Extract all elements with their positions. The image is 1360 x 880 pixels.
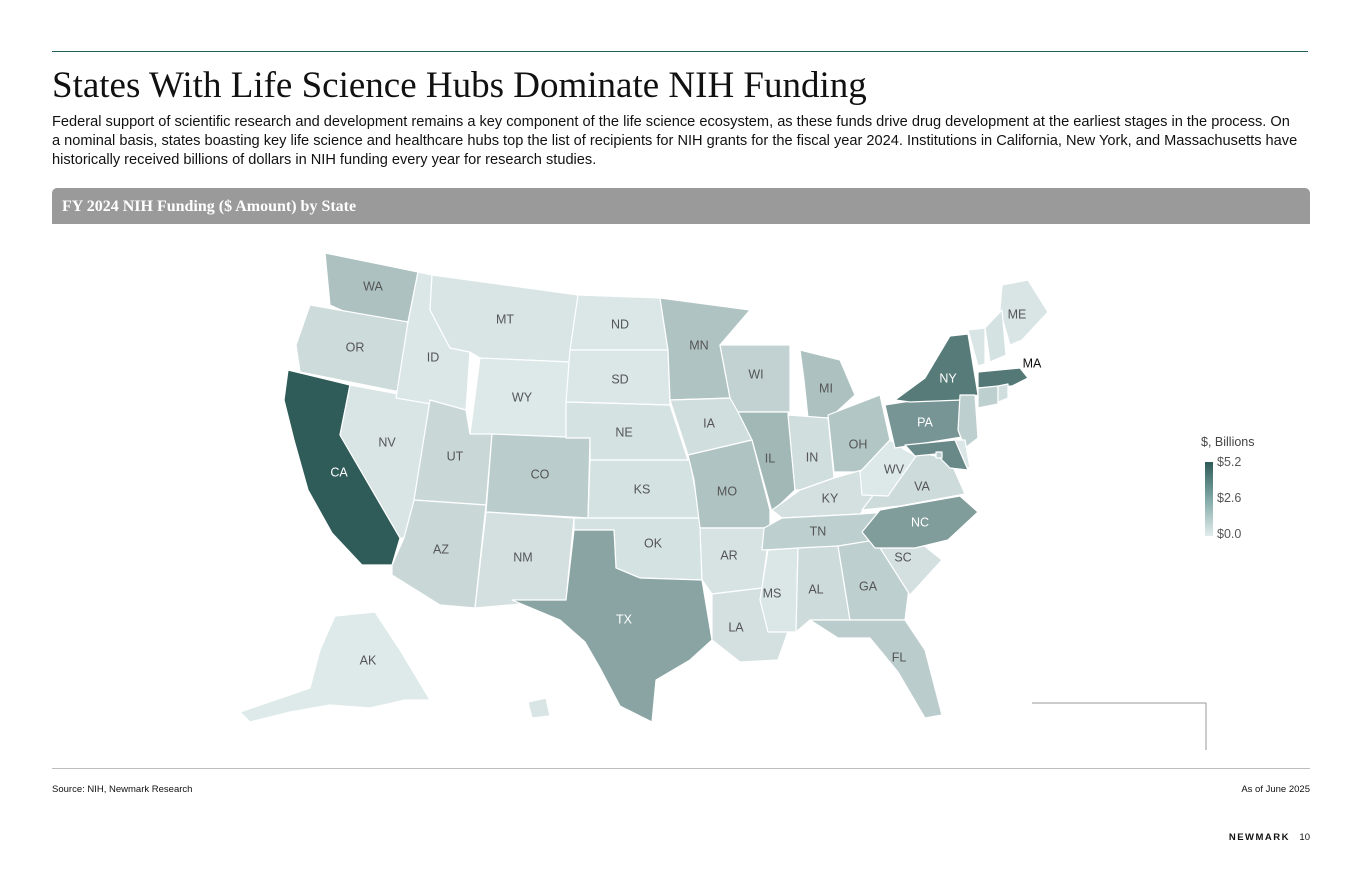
state-label-ky: KY xyxy=(821,491,839,506)
state-nh xyxy=(985,310,1006,362)
state-label-mi: MI xyxy=(819,381,833,396)
state-label-nc: NC xyxy=(910,515,930,530)
state-label-co: CO xyxy=(530,467,550,482)
state-label-ne: NE xyxy=(615,425,633,440)
legend-title: $, Billions xyxy=(1201,435,1255,449)
state-label-ak: AK xyxy=(359,653,377,668)
intro-paragraph: Federal support of scientific research and development remains a key component of the life science ecosystem, as these funds drive drug development at the earliest stages in the process. On a nominal basis, states boasting key life science and healthcare hubs top the list of recipients for NIH grants for the fiscal year 2024. Institutions in California, New York, and Massachusetts have historically received billions of dollars in NIH funding every year for research studies. xyxy=(52,114,1298,168)
state-label-in: IN xyxy=(805,450,819,465)
legend-mid-label: $2.6 xyxy=(1217,491,1242,505)
state-label-ca: CA xyxy=(330,465,348,480)
state-label-mt: MT xyxy=(495,312,515,327)
state-label-nv: NV xyxy=(378,435,396,450)
state-label-ks: KS xyxy=(633,482,651,497)
page-number: 10 xyxy=(1299,832,1310,843)
state-label-nm: NM xyxy=(513,550,533,565)
state-ak xyxy=(240,612,430,722)
state-ny xyxy=(895,334,978,402)
legend-min-label: $0.0 xyxy=(1217,527,1242,541)
state-label-wy: WY xyxy=(511,390,533,405)
state-label-wv: WV xyxy=(883,462,905,477)
state-label-sc: SC xyxy=(894,550,912,565)
state-label-ga: GA xyxy=(858,579,878,594)
inset-callout-line xyxy=(1032,703,1206,750)
bottom-rule xyxy=(52,768,1310,769)
state-label-ut: UT xyxy=(446,449,464,464)
state-label-ma: MA xyxy=(1022,356,1042,371)
state-label-nd: ND xyxy=(610,317,630,332)
state-label-ok: OK xyxy=(643,536,663,551)
state-label-az: AZ xyxy=(433,542,449,557)
state-label-va: VA xyxy=(914,479,930,494)
state-label-sd: SD xyxy=(611,372,629,387)
state-label-ms: MS xyxy=(762,586,782,601)
state-label-me: ME xyxy=(1007,307,1027,322)
map-panel-title: FY 2024 NIH Funding ($ Amount) by State xyxy=(62,198,357,215)
state-label-or: OR xyxy=(345,340,365,355)
page-title: States With Life Science Hubs Dominate NIH Funding xyxy=(52,65,867,106)
state-label-tx: TX xyxy=(616,612,632,627)
state-label-id: ID xyxy=(426,350,440,365)
state-ri xyxy=(998,384,1008,402)
state-label-la: LA xyxy=(728,620,744,635)
legend-color-ramp xyxy=(1205,462,1213,536)
state-label-mn: MN xyxy=(689,338,709,353)
state-label-ia: IA xyxy=(703,416,715,431)
state-ct xyxy=(978,386,998,408)
state-dc xyxy=(936,452,942,458)
state-hi xyxy=(528,698,550,718)
as-of-date: As of June 2025 xyxy=(1241,784,1310,795)
state-label-wi: WI xyxy=(748,367,764,382)
state-label-al: AL xyxy=(808,582,824,597)
legend-max-label: $5.2 xyxy=(1217,455,1242,469)
brand-logo-text: NEWMARK xyxy=(1228,832,1290,843)
state-label-il: IL xyxy=(764,451,776,466)
state-label-pa: PA xyxy=(917,415,933,430)
state-fl xyxy=(810,620,942,718)
state-label-wa: WA xyxy=(363,279,383,294)
source-note: Source: NIH, Newmark Research xyxy=(52,784,193,795)
state-label-mo: MO xyxy=(716,484,738,499)
state-label-ar: AR xyxy=(720,548,738,563)
state-label-ny: NY xyxy=(939,371,957,386)
state-label-fl: FL xyxy=(891,650,907,665)
state-label-oh: OH xyxy=(848,437,868,452)
state-label-tn: TN xyxy=(809,524,827,539)
